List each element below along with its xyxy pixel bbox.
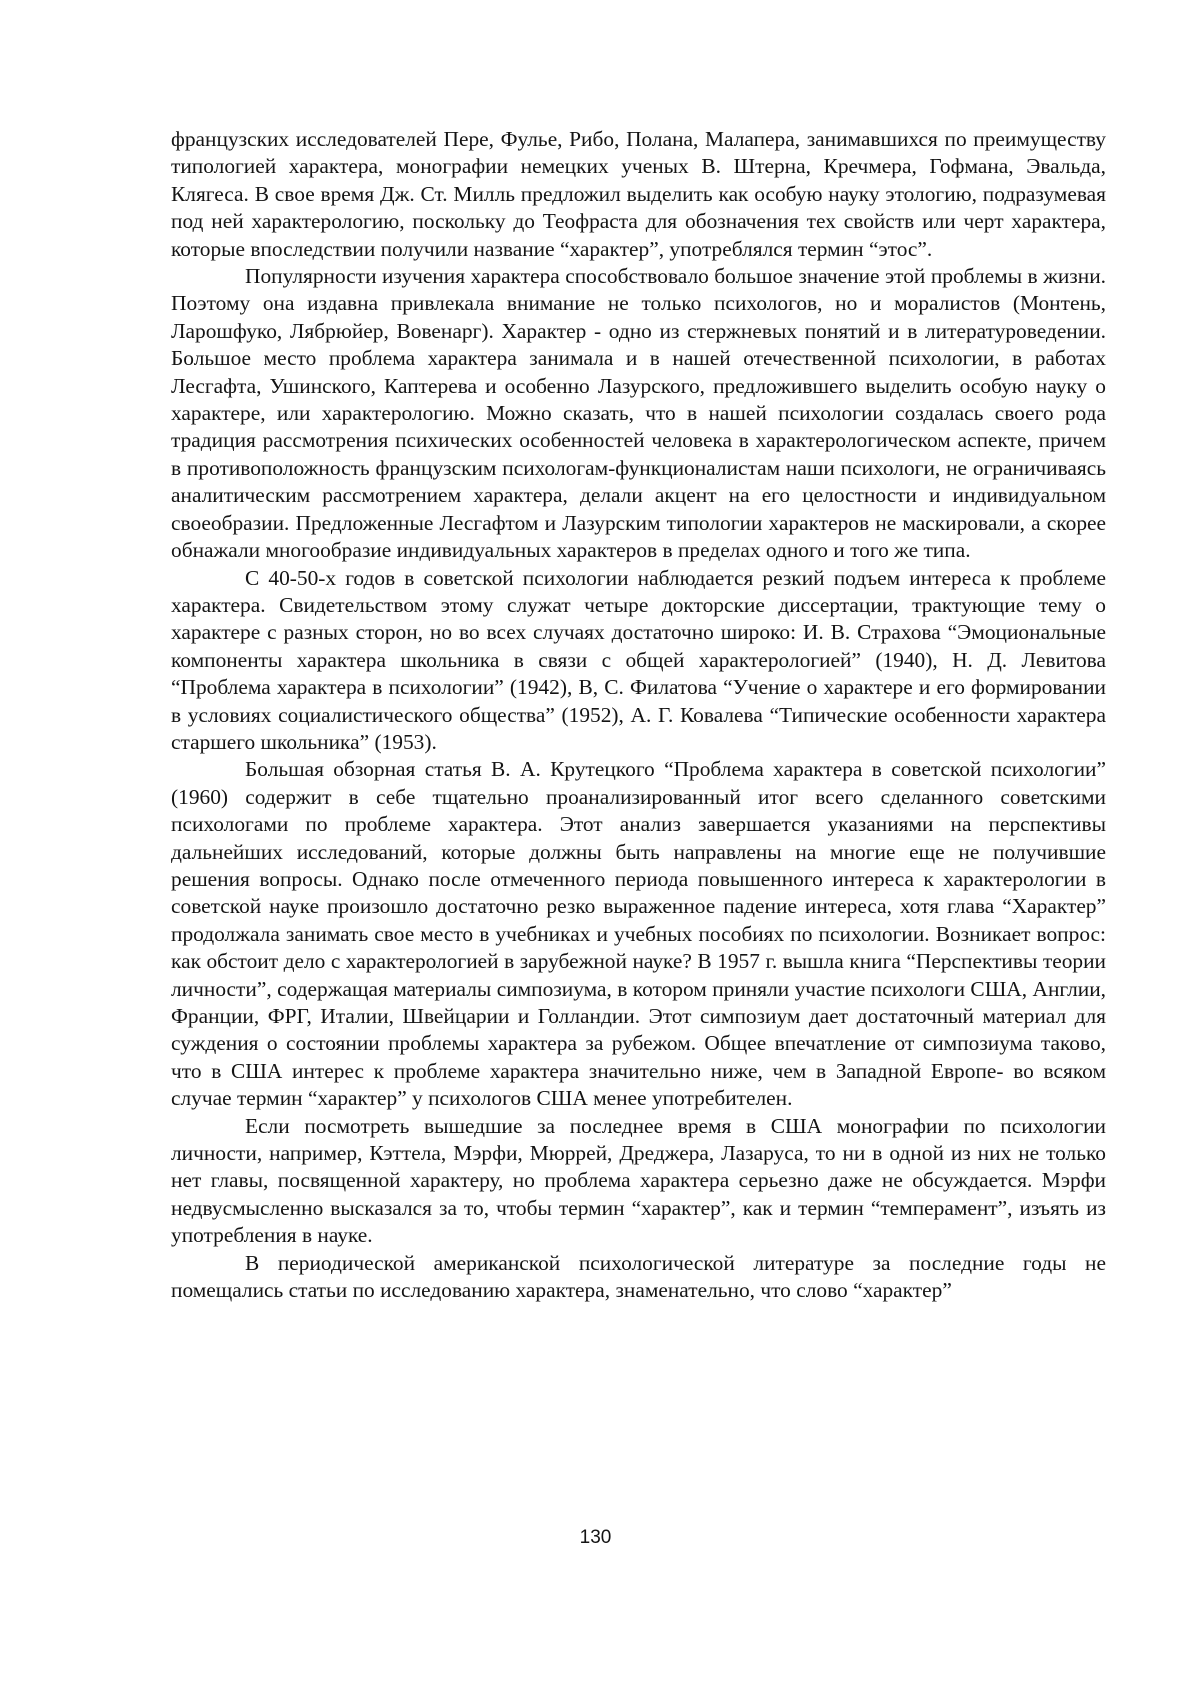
paragraph-2: Популярности изучения характера способствовало большое значение этой проблемы в жизни. Поэтому она издавна привлекала внимание не только психологов, но и моралистов (Монтень, Ларошфуко, Лябрюйер, Вовенарг). Характер - одно из стержневых понятий и в литературоведении. Большое место проблема характера занимала и в нашей отечественной психологии, в работах Лесгафта, Ушинского, Каптерева и особенно Лазурского, предложившего выделить особую науку о характере, или характерологию. Можно сказать, что в нашей психологии создалась своего рода традиция рассмотрения психических особенностей человека в характерологическом аспекте, причем в противоположность французским психологам-функционалистам наши психологи, не ограничиваясь аналитическим рассмотрением характера, делали акцент на его целостности и индивидуальном своеобразии. Предложенные Лесгафтом и Лазурским типологии характеров не маскировали, а скорее обнажали многообразие индивидуальных характеров в пределах одного и того же типа. (171, 264, 1106, 563)
paragraph-3: С 40-50-х годов в советской психологии наблюдается резкий подъем интереса к проблеме характера. Свидетельством этому служат четыре докторские диссертации, трактующие тему о характере с разных сторон, но во всех случаях достаточно широко: И. В. Страхова “Эмоциональные компоненты характера школьника в связи с общей характерологией” (1940), Н. Д. Левитова “Проблема характера в психологии” (1942), В, С. Филатова “Учение о характере и его формировании в условиях социалистического общества” (1952), А. Г. Ковалева “Типические особенности характера старшего школьника” (1953). (171, 565, 1106, 754)
paragraph-5: Если посмотреть вышедшие за последнее время в США монографии по психологии личности, например, Кэттела, Мэрфи, Мюррей, Дреджера, Лазаруса, то ни в одной из них не только нет главы, посвященной характеру, но проблема характера серьезно даже не обсуждается. Мэрфи недвусмысленно высказался за то, чтобы термин “характер”, как и термин “темперамент”, изъять из употребления в науке. (171, 1113, 1106, 1248)
paragraph-6: В периодической американской психологической литературе за последние годы не помещались статьи по исследованию характера, знаменательно, что слово “характер” (171, 1250, 1106, 1303)
paragraph-1: французских исследователей Пере, Фулье, Рибо, Полана, Малапера, занимавшихся по преимуществу типологией характера, монографии немецких ученых В. Штерна, Кречмера, Гофмана, Эвальда, Клягеса. В свое время Дж. Ст. Милль предложил выделить как особую науку этологию, подразумевая под ней характерологию, поскольку до Теофраста для обозначения тех свойств или черт характера, которые впоследствии получили название “характер”, употреблялся термин “этос”. (171, 127, 1106, 261)
body-text (171, 126, 1106, 1304)
paragraph-4: Большая обзорная статья В. А. Крутецкого “Проблема характера в советской психологии” (1960) содержит в себе тщательно проанализированный итог всего сделанного советскими психологами по проблеме характера. Этот анализ завершается указаниями на перспективы дальнейших исследований, которые должны быть направлены на многие еще не получившие решения вопросы. Однако после отмеченного периода повышенного интереса к характерологии в советской науке произошло достаточно резко выраженное падение интереса, хотя глава “Характер” продолжала занимать свое место в учебниках и учебных пособиях по психологии. Возникает вопрос: как обстоит дело с характерологией в зарубежной науке? В 1957 г. вышла книга “Перспективы теории личности”, содержащая материалы симпозиума, в котором приняли участие психологи США, Англии, Франции, ФРГ, Италии, Швейцарии и Голландии. Этот симпозиум дает достаточный материал для суждения о состоянии проблемы характера за рубежом. Общее впечатление от симпозиума таково, что в США интерес к проблеме характера значительно ниже, чем в Западной Европе- во всяком случае термин “характер” у психологов США менее употребителен. (171, 757, 1106, 1111)
page-number: 130 (579, 1527, 612, 1548)
